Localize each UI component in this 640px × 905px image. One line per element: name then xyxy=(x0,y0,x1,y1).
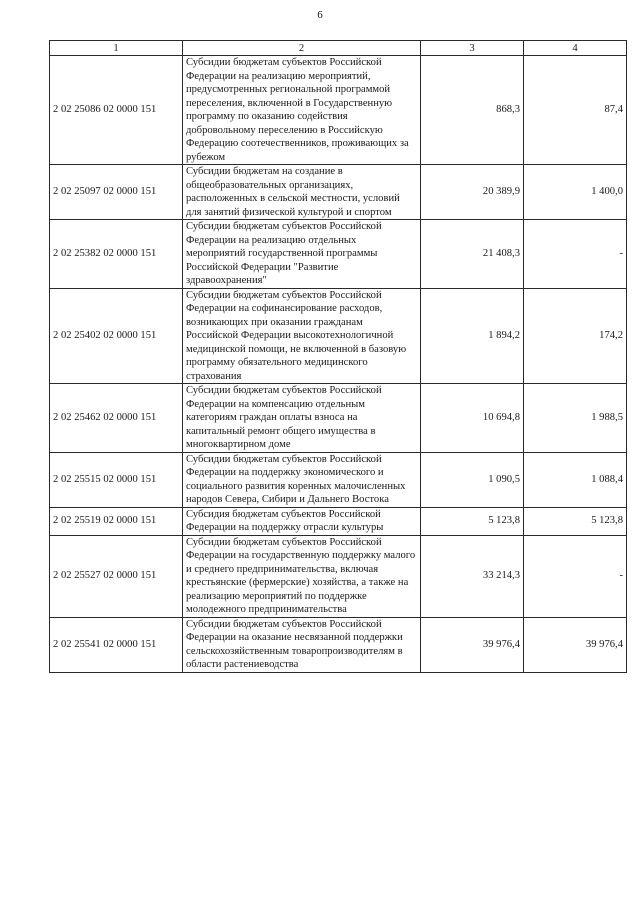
value-column-3-cell: 33 214,3 xyxy=(421,535,524,617)
table-row xyxy=(50,56,627,165)
description-cell: Субсидии бюджетам субъектов Российской Федерации на реализацию мероприятий, предусмотренных региональной программой переселения, включенной в Государственную программу по оказанию содействия добровольному переселению в Российскую Федерацию соотечественников, проживающих за рубежом xyxy=(183,56,421,165)
table-row xyxy=(50,288,627,384)
column-header: 4 xyxy=(524,41,627,56)
value-column-4-cell: - xyxy=(524,535,627,617)
budget-code-cell: 2 02 25515 02 0000 151 xyxy=(50,452,183,507)
value-column-3-cell: 868,3 xyxy=(421,56,524,165)
description-cell: Субсидии бюджетам субъектов Российской Федерации на реализацию отдельных мероприятий государственной программы Российской Федерации "Развитие здравоохранения" xyxy=(183,220,421,289)
budget-code-cell: 2 02 25402 02 0000 151 xyxy=(50,288,183,384)
table-row xyxy=(50,617,627,672)
description-cell: Субсидии бюджетам на создание в общеобразовательных организациях, расположенных в сельской местности, условий для занятий физической культурой и спортом xyxy=(183,165,421,220)
table-header-row xyxy=(50,41,627,56)
value-column-3-cell: 1 894,2 xyxy=(421,288,524,384)
table-row xyxy=(50,384,627,453)
description-cell: Субсидия бюджетам субъектов Российской Федерации на поддержку отрасли культуры xyxy=(183,507,421,535)
budget-code-cell: 2 02 25086 02 0000 151 xyxy=(50,56,183,165)
value-column-3-cell: 39 976,4 xyxy=(421,617,524,672)
value-column-4-cell: 174,2 xyxy=(524,288,627,384)
budget-code-cell: 2 02 25541 02 0000 151 xyxy=(50,617,183,672)
value-column-3-cell: 1 090,5 xyxy=(421,452,524,507)
column-header: 1 xyxy=(50,41,183,56)
value-column-3-cell: 21 408,3 xyxy=(421,220,524,289)
value-column-4-cell: 39 976,4 xyxy=(524,617,627,672)
budget-code-cell: 2 02 25519 02 0000 151 xyxy=(50,507,183,535)
table-row xyxy=(50,535,627,617)
value-column-4-cell: 87,4 xyxy=(524,56,627,165)
table-body xyxy=(50,56,627,673)
value-column-3-cell: 5 123,8 xyxy=(421,507,524,535)
description-cell: Субсидии бюджетам субъектов Российской Федерации на государственную поддержку малого и среднего предпринимательства, включая крестьянские (фермерские) хозяйства, а также на реализацию мероприятий по поддержке молодежного предпринимательства xyxy=(183,535,421,617)
column-header: 3 xyxy=(421,41,524,56)
value-column-3-cell: 10 694,8 xyxy=(421,384,524,453)
value-column-4-cell: - xyxy=(524,220,627,289)
description-cell: Субсидии бюджетам субъектов Российской Федерации на компенсацию отдельным категориям граждан оплаты взноса на капитальный ремонт общего имущества в многоквартирном доме xyxy=(183,384,421,453)
description-cell: Субсидии бюджетам субъектов Российской Федерации на оказание несвязанной поддержки сельскохозяйственным товаропроизводителям в области растениеводства xyxy=(183,617,421,672)
table-row xyxy=(50,220,627,289)
table-row xyxy=(50,507,627,535)
budget-code-cell: 2 02 25462 02 0000 151 xyxy=(50,384,183,453)
value-column-3-cell: 20 389,9 xyxy=(421,165,524,220)
table-row xyxy=(50,452,627,507)
budget-code-cell: 2 02 25097 02 0000 151 xyxy=(50,165,183,220)
table-row xyxy=(50,165,627,220)
value-column-4-cell: 1 988,5 xyxy=(524,384,627,453)
value-column-4-cell: 5 123,8 xyxy=(524,507,627,535)
budget-code-cell: 2 02 25527 02 0000 151 xyxy=(50,535,183,617)
budget-code-cell: 2 02 25382 02 0000 151 xyxy=(50,220,183,289)
value-column-4-cell: 1 088,4 xyxy=(524,452,627,507)
description-cell: Субсидии бюджетам субъектов Российской Федерации на поддержку экономического и социального развития коренных малочисленных народов Севера, Сибири и Дальнего Востока xyxy=(183,452,421,507)
column-header: 2 xyxy=(183,41,421,56)
budget-table xyxy=(49,40,627,673)
value-column-4-cell: 1 400,0 xyxy=(524,165,627,220)
description-cell: Субсидии бюджетам субъектов Российской Федерации на софинансирование расходов, возникающих при оказании гражданам Российской Федерации высокотехнологичной медицинской помощи, не включенной в базовую программу обязательного медицинского страхования xyxy=(183,288,421,384)
page-number: 6 xyxy=(317,9,323,21)
